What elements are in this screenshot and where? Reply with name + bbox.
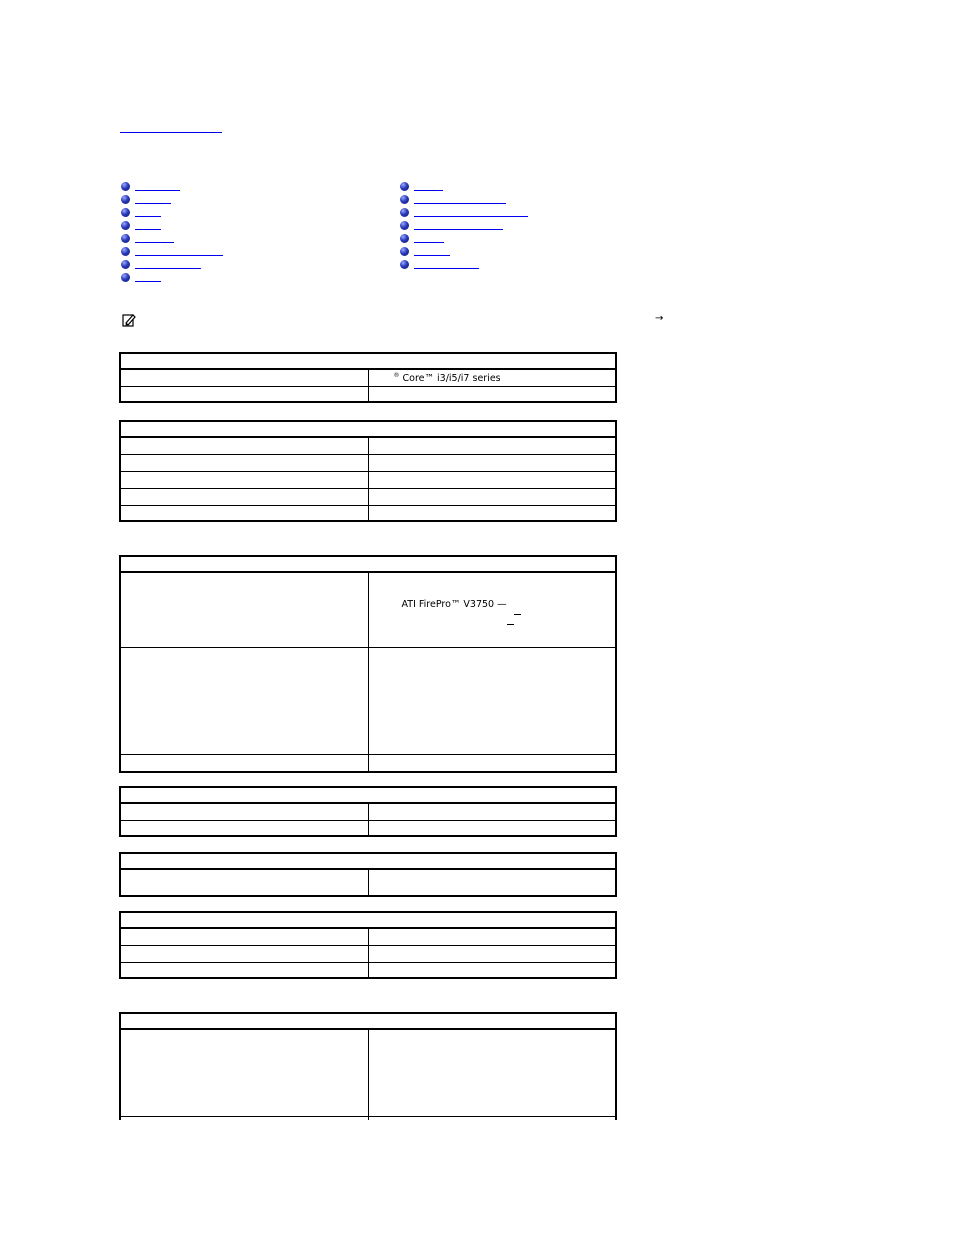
- bullet-icon: [121, 273, 130, 282]
- nav-link[interactable]: [135, 203, 171, 204]
- table-cell: [368, 505, 616, 521]
- table-cell: [120, 369, 368, 386]
- bullet-icon: [400, 221, 409, 230]
- table-cell: [368, 437, 616, 454]
- nav-link[interactable]: [135, 255, 223, 256]
- bullet-icon: [121, 208, 130, 217]
- table-cell: [368, 1116, 616, 1120]
- table-header: [120, 912, 616, 928]
- table-header: [120, 787, 616, 803]
- table-cell: [120, 755, 368, 772]
- nav-link[interactable]: [414, 255, 450, 256]
- nav-link[interactable]: [135, 281, 161, 282]
- processor-table: [119, 352, 617, 403]
- table-cell: [120, 648, 368, 755]
- note-pencil-icon: [122, 313, 136, 327]
- underline-mark: [507, 624, 514, 625]
- nav-link[interactable]: [414, 229, 503, 230]
- nav-link[interactable]: [135, 216, 161, 217]
- table-cell: [368, 928, 616, 945]
- table-cell: [368, 869, 616, 896]
- bullet-icon: [400, 182, 409, 191]
- table-cell: [120, 945, 368, 962]
- table-cell: [120, 386, 368, 402]
- registered-mark: ®: [393, 371, 400, 379]
- table-cell: [368, 755, 616, 772]
- bullet-icon: [121, 182, 130, 191]
- table-cell: [120, 572, 368, 648]
- nav-link[interactable]: [135, 242, 174, 243]
- graphics-cell: [368, 572, 616, 648]
- table-header: [120, 853, 616, 869]
- video-table: [119, 555, 617, 773]
- table-cell: [368, 962, 616, 978]
- table-cell: [120, 488, 368, 505]
- nav-link[interactable]: [414, 203, 506, 204]
- table-cell: [120, 962, 368, 978]
- table-cell-value: [368, 369, 616, 386]
- nav-link[interactable]: [414, 190, 443, 191]
- bullet-icon: [121, 195, 130, 204]
- nav-link[interactable]: [135, 190, 180, 191]
- underline-mark: [514, 614, 521, 615]
- table-cell: [368, 386, 616, 402]
- processor-type-value: Core™ i3/i5/i7 series: [399, 372, 501, 384]
- nav-link[interactable]: [135, 229, 161, 230]
- table-cell: [120, 454, 368, 471]
- bullet-icon: [121, 247, 130, 256]
- note-arrow: →: [655, 313, 664, 324]
- bullet-icon: [121, 221, 130, 230]
- table-cell: [368, 820, 616, 836]
- table-cell: [120, 803, 368, 820]
- slots-table: [119, 1012, 617, 1120]
- graphics-card-value: ATI FirePro™ V3750 —: [401, 599, 507, 610]
- network-table: [119, 852, 617, 897]
- back-to-contents-link[interactable]: [120, 124, 222, 133]
- table-cell: [120, 928, 368, 945]
- table-cell: [368, 488, 616, 505]
- bullet-icon: [400, 260, 409, 269]
- nav-link[interactable]: [414, 242, 444, 243]
- nav-link[interactable]: [135, 268, 201, 269]
- table-cell: [368, 1029, 616, 1116]
- table-header: [120, 353, 616, 369]
- table-cell: [120, 869, 368, 896]
- table-cell: [368, 803, 616, 820]
- table-cell: [120, 471, 368, 488]
- bullet-icon: [400, 208, 409, 217]
- table-header: [120, 1013, 616, 1029]
- table-cell: [120, 820, 368, 836]
- table-cell: [120, 1116, 368, 1120]
- table-cell: [368, 648, 616, 755]
- bullet-icon: [400, 247, 409, 256]
- table-cell: [120, 505, 368, 521]
- table-header: [120, 421, 616, 437]
- bullet-icon: [121, 234, 130, 243]
- bullet-icon: [121, 260, 130, 269]
- table-cell: [368, 454, 616, 471]
- expansion-table: [119, 911, 617, 979]
- table-cell: [368, 471, 616, 488]
- bullet-icon: [400, 234, 409, 243]
- nav-link[interactable]: [414, 216, 528, 217]
- audio-table: [119, 786, 617, 837]
- memory-table: [119, 420, 617, 522]
- table-cell: [368, 945, 616, 962]
- table-cell: [120, 437, 368, 454]
- bullet-icon: [400, 195, 409, 204]
- table-header: [120, 556, 616, 572]
- nav-link[interactable]: [414, 268, 479, 269]
- table-cell: [120, 1029, 368, 1116]
